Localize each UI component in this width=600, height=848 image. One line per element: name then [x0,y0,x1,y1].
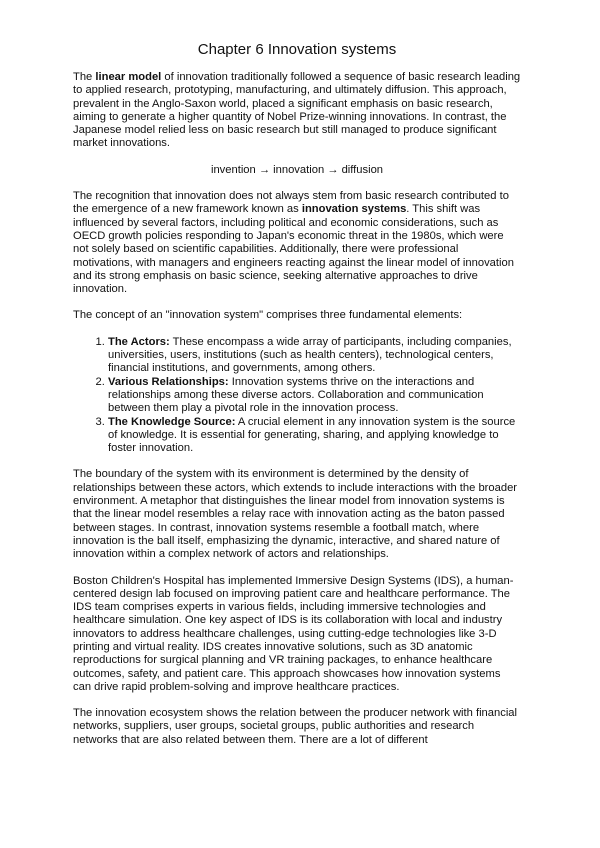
term-linear-model: linear model [95,71,162,83]
term-innovation-systems: innovation systems [301,203,407,216]
paragraph-linear-model [73,71,521,151]
elements-list [73,336,521,456]
element-term: The Knowledge Source: [108,415,236,428]
paragraph-boston-childrens: Boston Children's Hospital has implemented Immersive Design Systems (IDS), a human-centered design lab focused on improving patient care and healthcare performance. The IDS team comprises experts in various fields, including immersive technologies and healthcare simulation. One key aspect of IDS is its collaboration with local and industry innovators to address healthcare challenges, using cutting-edge technologies like 3-D printing and virtual reality. IDS creates innovative solutions, such as 3D anatomic reproductions for surgical planning and VR training packages, to enhance healthcare outcomes, safety, and patient care. This approach showcases how innovation systems can drive rapid problem-solving and improve healthcare practices. [73,574,514,693]
paragraph-ecosystem: The innovation ecosystem shows the relation between the producer network with financial networks, suppliers, user groups, societal groups, public authorities and research networks that are also related between them. There are a lot of different [73,707,518,746]
document-page [73,40,521,747]
paragraph-boundary: The boundary of the system with its environment is determined by the density of relationships between these actors, which extends to include interactions with the broader environment. A metaphor that distinguishes the linear model from innovation systems is that the linear model resembles a relay race with innovation acting as the baton passed between stages. In contrast, innovation systems resemble a football match, where innovation is the ball itself, emphasizing the dynamic, interactive, and shared nature of innovation within a complex network of actors and relationships. [73,468,518,561]
p2-body: . This shift was influenced by several factors, including political and economic considerations, such as OECD growth policies responding to Japan's economic threat in the 1980s, which were not solely based on scientific capabilities. Additionally, there were professional motivations, with managers and engineers reacting against the linear model of innovation and its strong emphasis on basic science, seeking alternative approaches to drive innovation. [73,203,514,296]
element-text: Innovation systems thrive on the interactions and relationships among these diverse actors. Collaboration and communication between them play a pivotal role in the innovation process. [108,375,484,415]
list-item [108,336,521,376]
paragraph-concept-intro: The concept of an "innovation system" comprises three fundamental elements: [73,309,463,322]
list-item [108,376,521,416]
chapter-title: Chapter 6 Innovation systems [197,41,397,58]
p1-body: of innovation traditionally followed a sequence of basic research leading to applied research, prototyping, manufacturing, and ultimately diffusion. This approach, prevalent in the Anglo-Saxon world, placed a significant emphasis on basic research, aiming to generate a higher quantity of Nobel Prize-winning innovations. In contrast, the Japanese model relied less on basic research but still managed to produce significant market innovations. [73,71,521,150]
flow-line: invention → innovation → diffusion [210,163,384,176]
element-term: The Actors: [108,335,170,348]
p1-lead: The [73,71,96,83]
paragraph-innovation-systems [73,190,521,296]
list-item [108,416,521,456]
element-text: These encompass a wide array of participants, including companies, universities, users, institutions (such as health centers), technological centers, financial institutions, and governments, among others. [108,335,512,375]
p2-lead: The recognition that innovation does not always stem from basic research contributed to the emergence of a new framework known as [73,190,509,216]
element-text: A crucial element in any innovation system is the source of knowledge. It is essential for generating, sharing, and applying knowledge to foster innovation. [108,415,516,455]
element-term: Various Relationships: [108,375,229,388]
